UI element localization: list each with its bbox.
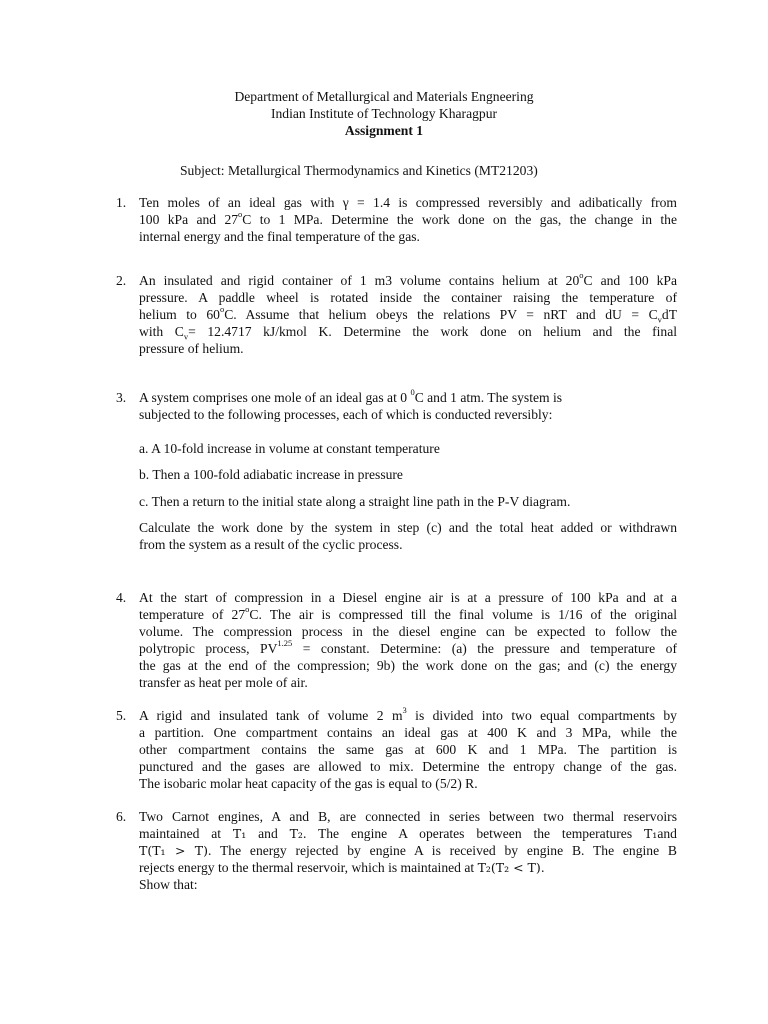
- math-t1: T₁: [232, 826, 247, 841]
- question-3-part-c: c. Then a return to the initial state along a straight line path in the P-V diagram.: [139, 494, 571, 509]
- question-number: 1.: [116, 195, 127, 210]
- subject-line: Subject: Metallurgical Thermodynamics and Kinetics (MT21203): [180, 163, 538, 178]
- math-t2: T₂: [289, 826, 303, 841]
- math-t-condition: T(T₁ > T): [139, 843, 209, 858]
- question-number: 6.: [116, 809, 127, 824]
- question-text: Two Carnot engines, A and B, are connected in series between two thermal reservoirs maintained at T₁ and T₂. The engine A operates between the temperatures T₁and T(T₁ > T). The energy rejected by engine A is received by engine B. The engine B rejects energy to the thermal reservoir, which is maintained at T₂(T₂ < T). Show that:: [139, 809, 678, 892]
- question-number: 4.: [116, 590, 127, 605]
- question-number: 5.: [116, 708, 127, 723]
- question-3-part-b: b. Then a 100-fold adiabatic increase in pressure: [139, 467, 403, 482]
- question-text: An insulated and rigid container of 1 m3 volume contains helium at 20$^o$C and 100 kPa pressure. A paddle wheel is rotated inside the container raising the temperature of helium to 60$^o$C. Assume that helium obeys the relations PV = nRT and dU = $C_vdT$ with $C_v= 12.4717$ kJ/kmol K. Determine the work done on helium and the final pressure of helium.: [139, 270, 678, 356]
- question-text: At the start of compression in a Diesel engine air is at a pressure of 100 kPa and at a temperature of 27$^o$C. The air is compressed till the final volume is 1/16 of the original volume. The compression process in the diesel engine can be expected to follow the polytropic process, $PV^{1.25}$ = constant. Determine: (a) the pressure and temperature of the gas at the end of the compression; 9b) the work done on the gas; and (c) the energy transfer as heat per mole of air.: [139, 590, 677, 690]
- question-number: 3.: [116, 390, 127, 405]
- department-heading: Department of Metallurgical and Materials Engneering: [234, 89, 534, 104]
- question-3-part-a: a. A 10-fold increase in volume at constant temperature: [139, 441, 440, 456]
- assignment-title: Assignment 1: [344, 123, 424, 138]
- question-text: Ten moles of an ideal gas with γ = 1.4 is compressed reversibly and adibatically from 100 kPa and 27$^o$C to 1 MPa. Determine the work done on the gas, the change in the internal energy and the final temperature of the gas.: [139, 195, 677, 244]
- question-text: Calculate the work done by the system in step (c) and the total heat added or withdrawn from the system as a result of the cyclic process.: [139, 520, 677, 552]
- math-t2-condition: T₂(T₂ < T).: [477, 860, 545, 875]
- math-t1: T₁: [643, 826, 658, 841]
- question-text: A system comprises one mole of an ideal gas at 0 $^0$C and 1 atm. The system is subjected to the following processes, each of which is conducted reversibly:: [139, 387, 563, 422]
- question-text: A rigid and insulated tank of volume 2 $m^3$ is divided into two equal compartments by a partition. One compartment contains an ideal gas at 400 K and 3 MPa, while the other compartment contains the same gas at 600 K and 1 MPa. The partition is punctured and the gases are allowed to mix. Determine the entropy change of the gas. The isobaric molar heat capacity of the gas is equal to (5/2) R.: [139, 705, 677, 791]
- question-number: 2.: [116, 273, 127, 288]
- institute-heading: Indian Institute of Technology Kharagpur: [270, 106, 498, 121]
